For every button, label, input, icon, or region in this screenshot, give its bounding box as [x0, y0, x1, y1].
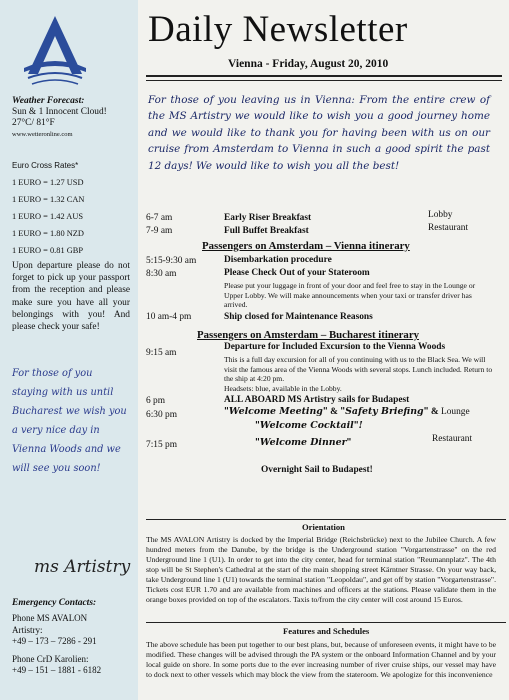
- ampersand: &: [330, 407, 338, 417]
- orientation-title: Orientation: [302, 522, 345, 532]
- rate-row: 1 EURO = 1.32 CAN: [12, 195, 85, 204]
- time: 6 pm: [146, 396, 166, 406]
- rate-row: 1 EURO = 1.80 NZD: [12, 229, 84, 238]
- event: ALL ABOARD MS Artistry sails for Budapest: [224, 395, 410, 405]
- event: Early Riser Breakfast: [224, 213, 312, 223]
- avalon-logo-icon: [20, 14, 90, 88]
- features-text: The above schedule has been put together to our best plans, but, because of unforeseen events, it might have to be modified. These changes will be advised through the PA system or the onboard Information Channel and by your local guide on shore. In some ports due to the ever increasing number of river cruise ships, our vessel may have to dock next to other vessels which may block the view from the stateroom. We apologize for this inconvenience: [146, 640, 496, 679]
- time: 5:15-9:30 am: [146, 256, 197, 266]
- time: 7:15 pm: [146, 440, 177, 450]
- cross-rates: [12, 160, 132, 256]
- time: 8:30 am: [146, 269, 177, 279]
- time: 7-9 am: [146, 226, 173, 236]
- rate-row: 1 EURO = 1.42 AUS: [12, 212, 84, 221]
- handwritten-note: For those of you staying with us until Bucharest we wish you a very nice day in Vienna Woods and we will see you soon!: [12, 368, 127, 474]
- contact1-label: Phone MS AVALON: [12, 613, 88, 624]
- welcome-meeting: "Welcome Meeting": [224, 406, 328, 417]
- features-rule: [146, 622, 506, 623]
- brand-signature: ms Artistry: [34, 557, 131, 577]
- time: 10 am-4 pm: [146, 312, 192, 322]
- time: 6:30 pm: [146, 410, 177, 420]
- orientation-rule: [146, 519, 506, 520]
- safety-briefing: "Safety Briefing": [340, 406, 429, 417]
- contact2-label: Phone CrD Karolien:: [12, 653, 89, 664]
- newsletter-subtitle: Vienna - Friday, August 20, 2010: [228, 58, 389, 70]
- weather-block: [12, 96, 132, 140]
- time: 6-7 am: [146, 213, 173, 223]
- cross-rates-title: Euro Cross Rates*: [12, 161, 79, 170]
- contact1-label2: Artistry:: [12, 624, 43, 635]
- rate-row: 1 EURO = 0.81 GBP: [12, 246, 84, 255]
- place: Lobby: [428, 210, 453, 220]
- contact1-number: +49 – 173 – 7286 - 291: [12, 636, 97, 647]
- weather-line: Sun & 1 Innocent Cloud!: [12, 107, 107, 117]
- event-detail: This is a full day excursion for all of you continuing with us to the Black Sea. We will visit the famous area of the Vienna Woods with several stops. Lunch included. Return to the ship at 4:20 pm.: [224, 355, 493, 384]
- ampersand: &: [430, 407, 439, 417]
- place: Restaurant: [428, 223, 469, 233]
- section-title-vienna: Passengers on Amsterdam – Vienna itinerary: [202, 240, 410, 252]
- section-title-bucharest: Passengers on Amsterdam – Bucharest itinerary: [197, 329, 420, 341]
- event: Disembarkation procedure: [224, 255, 332, 265]
- event: Full Buffet Breakfast: [224, 226, 309, 236]
- overnight-sail: Overnight Sail to Budapest!: [261, 465, 373, 475]
- event-detail: Headsets: blue, available in the Lobby.: [224, 384, 342, 393]
- event-line: [224, 406, 470, 417]
- place: Lounge: [440, 407, 470, 417]
- departure-note: Upon departure please do not forget to pick up your passport from the reception and please make sure you have all your belongings with you! And please check your safe!: [12, 261, 130, 333]
- welcome-dinner: "Welcome Dinner": [255, 437, 352, 448]
- intro-message: For those of you leaving us in Vienna: From the entire crew of the MS Artistry we would like to wish you a good journey home and we would like to thank you for having been with us on our cruise from Amsterdam to Vienna in such a good spirit the past 12 days! We would like to wish you all the best!: [148, 94, 490, 172]
- weather-temp: 27°C/ 81°F: [12, 118, 55, 128]
- newsletter-title: Daily Newsletter: [148, 9, 408, 50]
- time: 9:15 am: [146, 348, 177, 358]
- event-detail: Please put your luggage in front of your door and feel free to stay in the Lounge or Upper Lobby. We will make announcements when your taxi or transfer driver has arrived.: [224, 281, 476, 310]
- orientation-text: The MS AVALON Artistry is docked by the Imperial Bridge (Reichsbrücke) next to the Jubilee Church. A few hundred meters from the Danube, by the bridge is the Underground station "Vorgartenstrasse" on the red Underground line 1 (U1). In order to get into the city center, head for terminal station "Reumannplatz". The 4th stop will be St Stephen's Cathedral at the start of the main shopping street Kärntner Strasse. On your way back, take Underground line 1 (U1) towards the terminal station "Leopoldau", and get off by station "Vorgartenstrasse". Tickets cost EUR 1.70 and are available from machines and officers at the stations. Please validate them in the orange boxes provided on top of the escalators. Taxis to/from the city center will cost around 15 Euros.: [146, 535, 496, 604]
- rate-row: 1 EURO = 1.27 USD: [12, 178, 84, 187]
- contacts-block: [12, 598, 136, 676]
- title-rule: [146, 75, 502, 77]
- weather-site: www.wetteronline.com: [12, 131, 73, 138]
- welcome-cocktail: "Welcome Cocktail"!: [255, 420, 363, 431]
- event: Departure for Included Excursion to the Vienna Woods: [224, 342, 446, 352]
- weather-title: Weather Forecast:: [12, 96, 85, 106]
- contact2-number: +49 – 151 – 1881 - 6182: [12, 665, 102, 676]
- place: Restaurant: [432, 434, 473, 444]
- features-title: Features and Schedules: [283, 626, 370, 636]
- event: Ship closed for Maintenance Reasons: [224, 312, 373, 322]
- title-rule-thin: [146, 80, 502, 81]
- contacts-title: Emergency Contacts:: [12, 598, 97, 608]
- event: Please Check Out of your Stateroom: [224, 268, 370, 278]
